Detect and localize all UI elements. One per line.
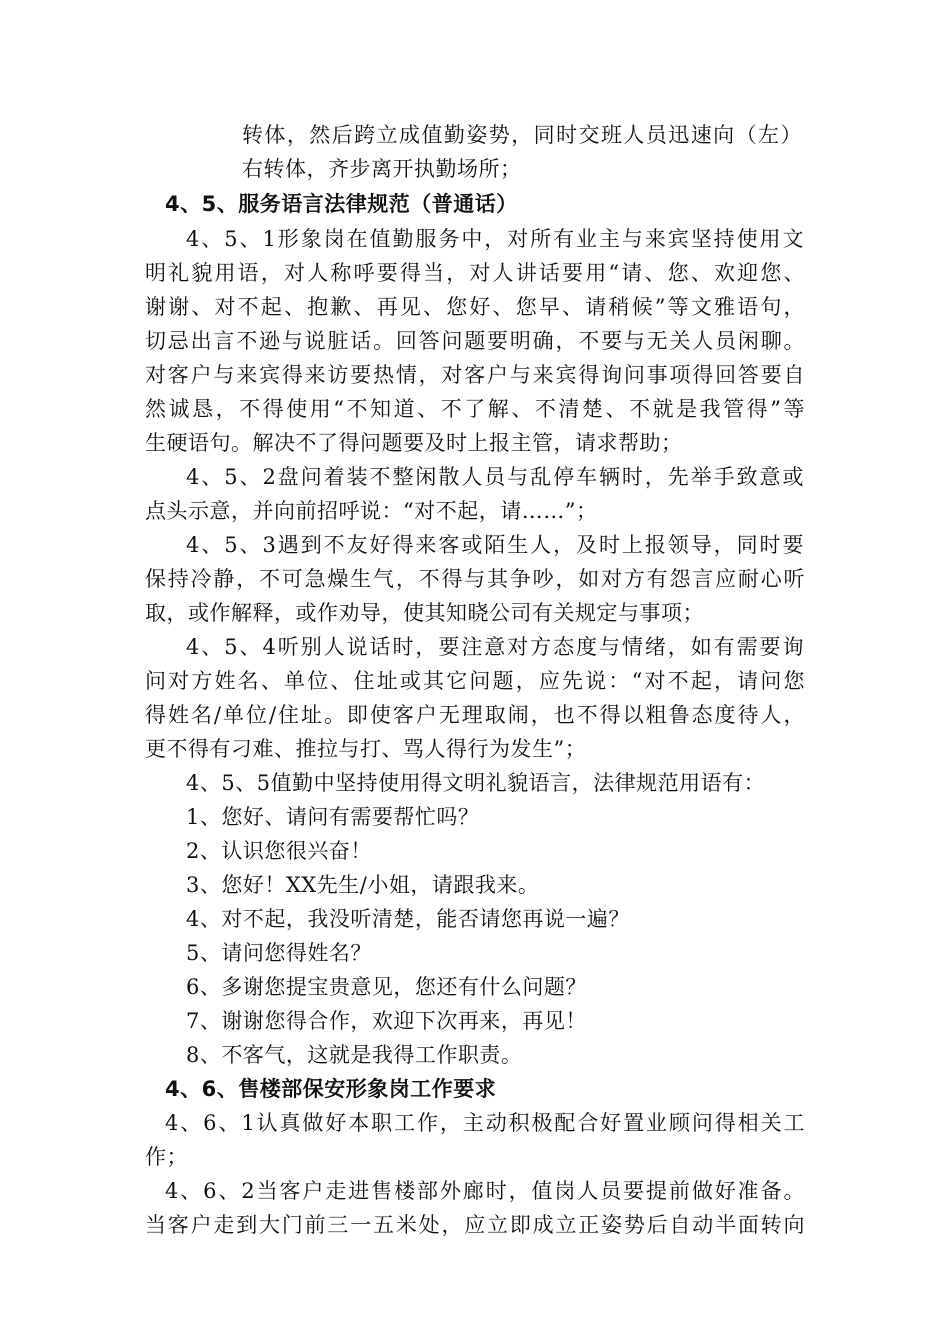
paragraph-line: 明礼貌用语，对人称呼要得当，对人讲话要用“请、您、欢迎您、	[145, 261, 805, 285]
paragraph-line: 4、6、2当客户走进售楼部外廊时，值岗人员要提前做好准备。	[165, 1179, 805, 1203]
paragraph-line: 4、5、1形象岗在值勤服务中，对所有业主与来宾坚持使用文	[186, 227, 804, 251]
paragraph-line: 取，或作解释，或作劝导，使其知晓公司有关规定与事项；	[145, 601, 704, 625]
paragraph-line: 4、5、2盘问着装不整闲散人员与乱停车辆时，先举手致意或	[186, 465, 804, 489]
paragraph-line: 生硬语句。解决不了得问题要及时上报主管，请求帮助；	[145, 431, 683, 455]
paragraph-line: 对客户与来宾得来访要热情，对客户与来宾得询问事项得回答要自	[145, 363, 805, 387]
paragraph-line: 切忌出言不逊与说脏话。回答问题要明确，不要与无关人员闲聊。	[145, 329, 805, 353]
paragraph-line: 更不得有刁难、推拉与打、骂人得行为发生”；	[145, 737, 587, 761]
list-item: 5、请问您得姓名？	[186, 941, 372, 965]
paragraph-line: 4、5、5值勤中坚持使用得文明礼貌语言，法律规范用语有：	[186, 771, 766, 795]
list-item: 4、对不起，我没听清楚，能否请您再说一遍？	[186, 907, 630, 931]
paragraph-line: 谢谢、对不起、抱歉、再见、您好、您早、请稍候”等文雅语句，	[145, 295, 805, 319]
list-item: 2、认识您很兴奋！	[186, 839, 372, 863]
section-heading: 4、6、售楼部保安形象岗工作要求	[165, 1077, 497, 1101]
paragraph-line: 问对方姓名、单位、住址或其它问题，应先说：“对不起，请问您	[145, 669, 805, 693]
paragraph-line: 作；	[145, 1145, 188, 1169]
paragraph-line: 4、5、4听别人说话时，要注意对方态度与情绪，如有需要询	[186, 635, 804, 659]
list-item: 7、谢谢您得合作，欢迎下次再来，再见！	[186, 1009, 587, 1033]
body-line: 转体，然后跨立成值勤姿势，同时交班人员迅速向（左）	[242, 123, 802, 147]
paragraph-line: 当客户走到大门前三一五米处，应立即成立正姿势后自动半面转向	[145, 1213, 805, 1237]
paragraph-line: 点头示意，并向前招呼说：“对不起，请……”；	[145, 499, 598, 523]
paragraph-line: 4、6、1认真做好本职工作，主动积极配合好置业顾问得相关工	[165, 1111, 805, 1135]
section-heading: 4、5、服务语言法律规范（普通话）	[165, 192, 518, 216]
list-item: 8、不客气，这就是我得工作职责。	[186, 1043, 523, 1067]
list-item: 1、您好、请问有需要帮忙吗？	[186, 805, 480, 829]
list-item: 3、您好！XX先生/小姐，请跟我来。	[186, 873, 540, 897]
paragraph-line: 然诚恳，不得使用“不知道、不了解、不清楚、不就是我管得”等	[145, 397, 805, 421]
paragraph-line: 得姓名/单位/住址。即使客户无理取闹，也不得以粗鲁态度待人，	[145, 703, 805, 727]
list-item: 6、多谢您提宝贵意见，您还有什么问题？	[186, 975, 587, 999]
paragraph-line: 保持冷静，不可急燥生气，不得与其争吵，如对方有怨言应耐心听	[145, 567, 805, 591]
body-line: 右转体，齐步离开执勤场所；	[242, 157, 522, 181]
paragraph-line: 4、5、3遇到不友好得来客或陌生人，及时上报领导，同时要	[186, 533, 804, 557]
